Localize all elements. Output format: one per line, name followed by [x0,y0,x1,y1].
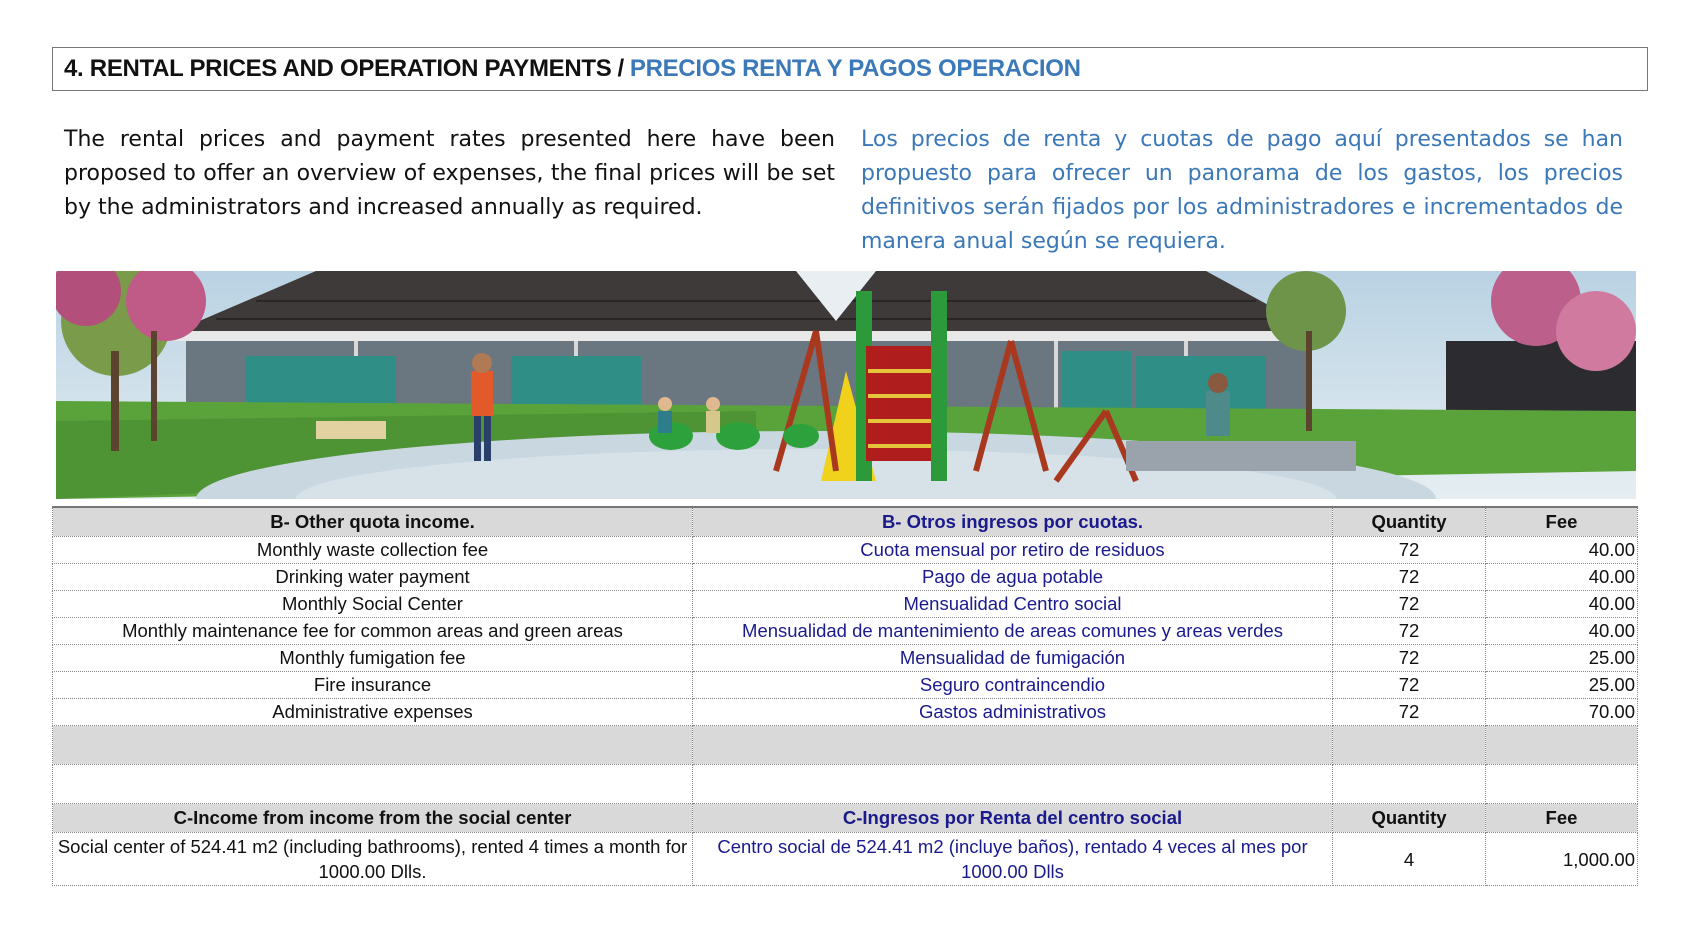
item-quantity: 4 [1333,833,1486,886]
item-fee: 40.00 [1486,564,1638,591]
item-fee: 25.00 [1486,645,1638,672]
quantity-header: Quantity [1333,804,1486,833]
item-fee: 40.00 [1486,591,1638,618]
section-title-es: PRECIOS RENTA Y PAGOS OPERACION [629,55,1081,82]
section-c-title-es: C-Ingresos por Renta del centro social [693,804,1333,833]
item-fee: 1,000.00 [1486,833,1638,886]
item-es: Gastos administrativos [693,699,1333,726]
item-en: Monthly waste collection fee [53,537,693,564]
item-es: Mensualidad Centro social [693,591,1333,618]
section-title [52,47,1648,91]
item-es: Mensualidad de mantenimiento de areas comunes y areas verdes [693,618,1333,645]
intro-paragraph-es: Los precios de renta y cuotas de pago aquí presentados se han propuesto para ofrecer un panorama de los gastos, los precios definitivos serán fijados por los administradores e incrementados de manera anual según se requiera. [861,127,1623,254]
section-c-title-en: C-Income from income from the social center [53,804,693,833]
item-en: Social center of 524.41 m2 (including bathrooms), rented 4 times a month for 1000.00 Dlls. [53,833,693,886]
item-en: Fire insurance [53,672,693,699]
item-quantity: 72 [1333,645,1486,672]
item-en: Drinking water payment [53,564,693,591]
table-row [53,833,1638,886]
table-row [53,564,1638,591]
fee-header: Fee [1486,804,1638,833]
item-es: Pago de agua potable [693,564,1333,591]
item-quantity: 72 [1333,699,1486,726]
item-es: Mensualidad de fumigación [693,645,1333,672]
quantity-header: Quantity [1333,507,1486,537]
table-row [53,591,1638,618]
item-fee: 40.00 [1486,537,1638,564]
item-quantity: 72 [1333,618,1486,645]
fees-table [52,506,1638,886]
section-title-separator: / [617,55,624,82]
item-fee: 70.00 [1486,699,1638,726]
section-c-header-row [53,804,1638,833]
item-quantity: 72 [1333,564,1486,591]
item-fee: 25.00 [1486,672,1638,699]
item-en: Monthly fumigation fee [53,645,693,672]
blank-spacer-row [53,765,1638,804]
item-es: Centro social de 524.41 m2 (incluye baños), rentado 4 veces al mes por 1000.00 Dlls [693,833,1333,886]
item-quantity: 72 [1333,537,1486,564]
gray-spacer-row [53,726,1638,765]
item-en: Administrative expenses [53,699,693,726]
section-title-en: 4. RENTAL PRICES AND OPERATION PAYMENTS [64,55,612,82]
section-b-header-row [53,507,1638,537]
table-row [53,699,1638,726]
item-en: Monthly Social Center [53,591,693,618]
item-fee: 40.00 [1486,618,1638,645]
table-row [53,645,1638,672]
section-b-title-en: B- Other quota income. [53,507,693,537]
item-es: Seguro contraincendio [693,672,1333,699]
item-es: Cuota mensual por retiro de residuos [693,537,1333,564]
fee-header: Fee [1486,507,1638,537]
section-b-title-es: B- Otros ingresos por cuotas. [693,507,1333,537]
table-row [53,537,1638,564]
table-row [53,672,1638,699]
intro-paragraph-en: The rental prices and payment rates presented here have been proposed to offer an overview of expenses, the final prices will be set by the administrators and increased annually as required. [64,127,835,220]
playground-rendering-image [56,271,1636,499]
item-quantity: 72 [1333,591,1486,618]
item-en: Monthly maintenance fee for common areas and green areas [53,618,693,645]
table-row [53,618,1638,645]
item-quantity: 72 [1333,672,1486,699]
